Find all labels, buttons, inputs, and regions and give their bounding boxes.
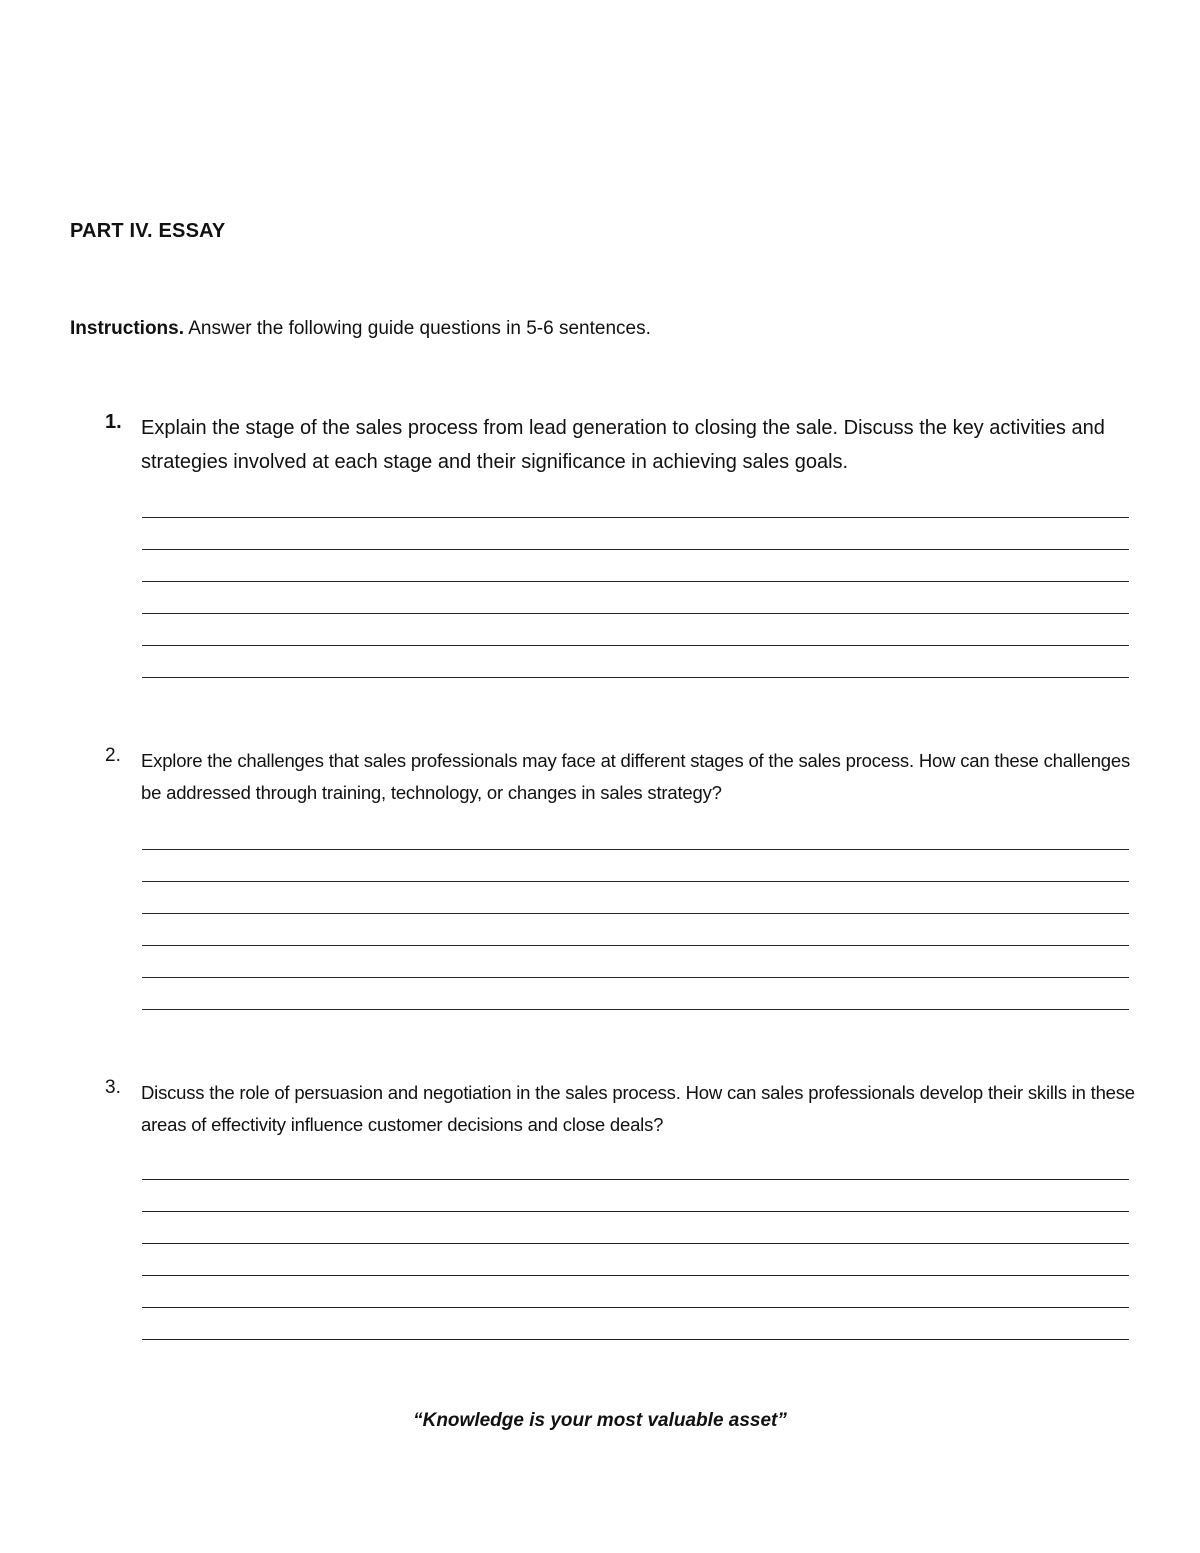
answer-line[interactable] [142,1276,1129,1308]
instructions-lead: Instructions. [70,318,185,339]
question-text: Explain the stage of the sales process from lead generation to closing the sale. Discuss the key activities and strategies involved at each stage and their significance in achieving sales goals. [141,417,1105,473]
answer-lines-1[interactable] [142,486,1129,678]
answer-line[interactable] [142,1244,1129,1276]
answer-line[interactable] [142,946,1129,978]
question-number: 1. [105,411,122,433]
answer-line[interactable] [142,914,1129,946]
answer-lines-3[interactable] [142,1148,1129,1340]
answer-line[interactable] [142,882,1129,914]
closing-quote: “Knowledge is your most valuable asset” [413,1410,787,1431]
answer-lines-2[interactable] [142,818,1129,1010]
instructions [70,318,651,340]
answer-line[interactable] [142,582,1129,614]
answer-line[interactable] [142,818,1129,850]
answer-line[interactable] [142,486,1129,518]
answer-line[interactable] [142,550,1129,582]
question-text: Discuss the role of persuasion and negotiation in the sales process. How can sales professionals develop their skills in these areas of effectivity influence customer decisions and close deals? [141,1082,1135,1135]
question-text: Explore the challenges that sales professionals may face at different stages of the sales process. How can these challenges be addressed through training, technology, or changes in sales strategy? [141,750,1131,803]
answer-line[interactable] [142,518,1129,550]
answer-line[interactable] [142,1308,1129,1340]
answer-line[interactable] [142,614,1129,646]
answer-line[interactable] [142,850,1129,882]
answer-line[interactable] [142,1148,1129,1180]
question-number: 2. [105,745,121,766]
answer-line[interactable] [142,646,1129,678]
part-title: PART IV. ESSAY [70,220,226,242]
answer-line[interactable] [142,1212,1129,1244]
question-number: 3. [105,1077,121,1098]
answer-line[interactable] [142,1180,1129,1212]
answer-line[interactable] [142,978,1129,1010]
instructions-text: Answer the following guide questions in 5-6 sentences. [184,318,651,339]
